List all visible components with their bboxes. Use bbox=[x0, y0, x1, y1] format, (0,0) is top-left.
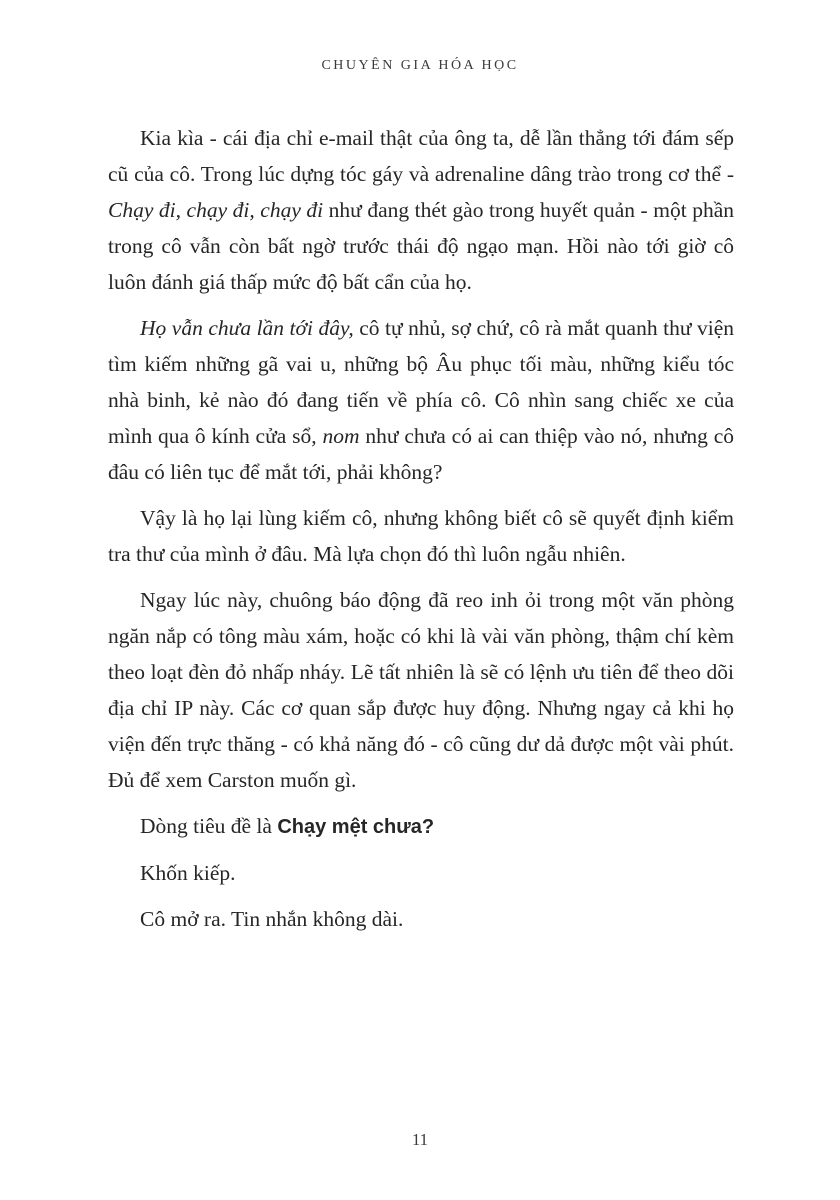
text-run: Dòng tiêu đề là bbox=[140, 814, 278, 838]
text-run-sans: Chạy mệt chưa? bbox=[277, 816, 435, 838]
text-run-italic: nom bbox=[322, 424, 360, 448]
paragraph bbox=[108, 855, 734, 891]
text-run: cô tự nhủ, sợ chứ, cô rà mắt quanh thư viện tìm kiếm những gã vai u, những bộ Âu phục tối màu, những kiểu tóc nhà binh, kẻ nào đó đang tiến về phía cô. Cô nhìn sang chiếc xe của mình qua ô kính cửa sổ, bbox=[108, 316, 734, 448]
paragraph bbox=[108, 310, 734, 490]
page-number: 11 bbox=[411, 1130, 429, 1149]
paragraph bbox=[108, 120, 734, 300]
text-run-italic: Họ vẫn chưa lần tới đây, bbox=[140, 316, 354, 340]
text-run: Ngay lúc này, chuông báo động đã reo inh ỏi trong một văn phòng ngăn nắp có tông màu xám, hoặc có khi là vài văn phòng, thậm chí kèm theo loạt đèn đỏ nhấp nháy. Lẽ tất nhiên là sẽ có lệnh ưu tiên để theo dõi địa chỉ IP này. Các cơ quan sắp được huy động. Nhưng ngay cả khi họ viện đến trực thăng - có khả năng đó - cô cũng dư dả được một vài phút. Đủ để xem Carston muốn gì. bbox=[108, 588, 734, 792]
text-run: Vậy là họ lại lùng kiếm cô, nhưng không biết cô sẽ quyết định kiểm tra thư của mình ở đâu. Mà lựa chọn đó thì luôn ngẫu nhiên. bbox=[108, 506, 734, 566]
paragraph bbox=[108, 901, 734, 937]
paragraph bbox=[108, 808, 734, 845]
text-run: như chưa có ai can thiệp vào nó, nhưng cô đâu có liên tục để mắt tới, phải không? bbox=[108, 424, 734, 484]
text-run: như đang thét gào trong huyết quản - một phần trong cô vẫn còn bất ngờ trước thái độ ngạo mạn. Hồi nào tới giờ cô luôn đánh giá thấp mức độ bất cẩn của họ. bbox=[108, 198, 734, 294]
text-run: Cô mở ra. Tin nhắn không dài. bbox=[140, 907, 404, 931]
body-text bbox=[108, 120, 734, 937]
paragraph bbox=[108, 500, 734, 572]
paragraph bbox=[108, 582, 734, 798]
text-run: Khốn kiếp. bbox=[140, 861, 236, 885]
text-run-italic: Chạy đi, chạy đi, chạy đi bbox=[108, 198, 324, 222]
running-head: CHUYÊN GIA HÓA HỌC bbox=[321, 58, 519, 73]
text-run: Kia kìa - cái địa chỉ e-mail thật của ông ta, dễ lần thẳng tới đám sếp cũ của cô. Trong lúc dựng tóc gáy và adrenaline dâng trào trong cơ thể - bbox=[108, 126, 734, 186]
